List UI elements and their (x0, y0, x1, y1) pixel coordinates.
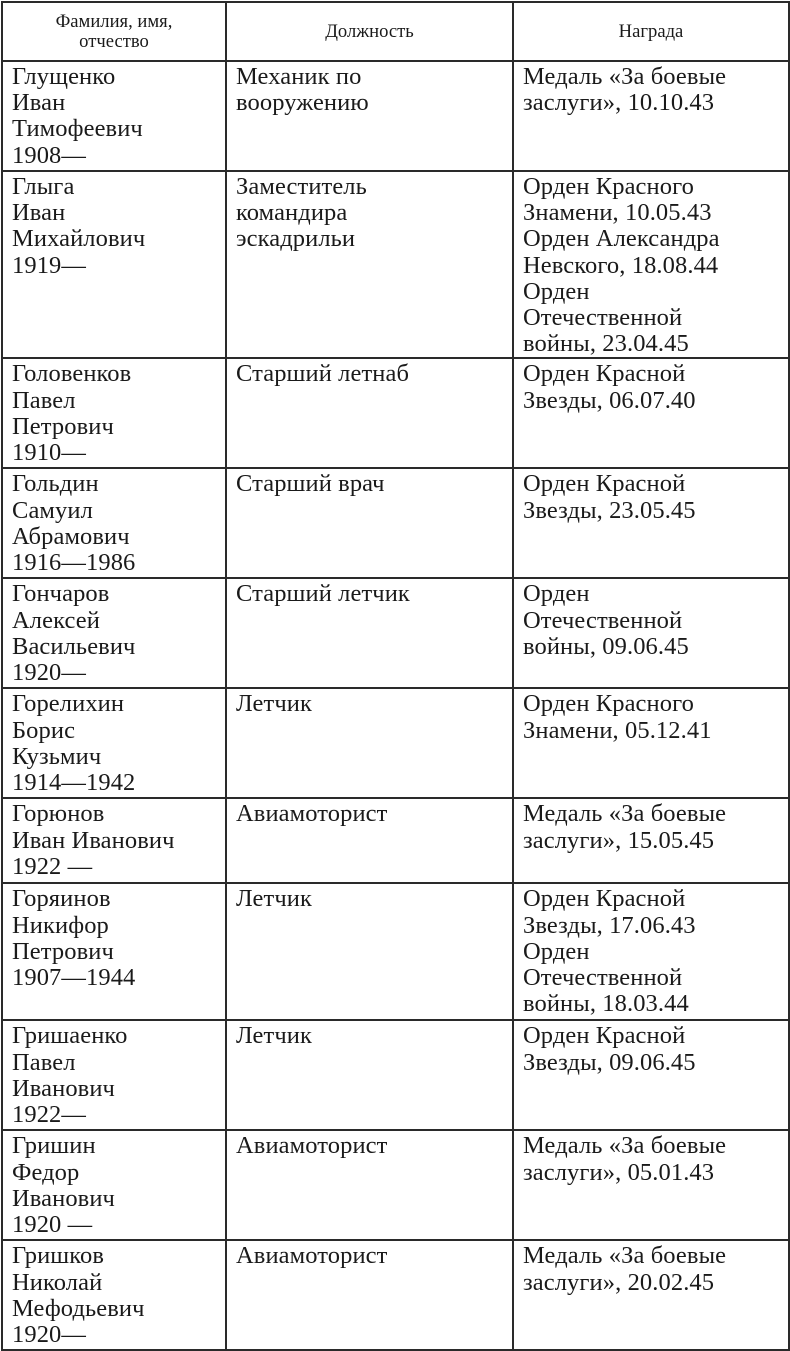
cell-award-line: Звезды, 09.06.45 (523, 1048, 696, 1076)
cell-position (226, 61, 513, 171)
cell-position (226, 798, 513, 883)
cell-award (513, 61, 789, 171)
table-row (2, 688, 789, 798)
cell-name-line: Мефодьевич (12, 1294, 145, 1322)
cell-name-line: Горяинов (12, 885, 111, 913)
cell-position-line: Старший летнаб (236, 360, 410, 388)
table-header (2, 2, 789, 61)
cell-name-line: 1916—1986 (12, 549, 136, 577)
cell-position-line: командира (236, 199, 348, 227)
cell-award-line: заслуги», 15.05.45 (523, 826, 715, 854)
cell-award (513, 358, 789, 468)
cell-position (226, 1020, 513, 1130)
cell-position-line: вооружению (236, 89, 369, 117)
cell-award-line: Звезды, 23.05.45 (523, 496, 696, 524)
cell-position-line: Старший врач (236, 470, 385, 498)
table-row (2, 61, 789, 171)
cell-name-line: Никифор (12, 911, 109, 939)
header-position: Должность (229, 2, 510, 61)
cell-name (2, 1240, 226, 1350)
cell-position-line: Механик по (236, 63, 362, 90)
awards-table (1, 1, 790, 1351)
cell-position (226, 468, 513, 578)
cell-position-line: Авиамоторист (236, 800, 388, 828)
cell-award-line: войны, 23.04.45 (523, 330, 689, 358)
cell-name-line: Павел (12, 1048, 76, 1076)
cell-award (513, 1130, 789, 1240)
cell-name-line: Федор (12, 1158, 80, 1186)
cell-name-line: Глыга (12, 173, 75, 200)
header-name-line: отчество (79, 30, 149, 52)
cell-name-line: Павел (12, 386, 76, 414)
cell-award-line: Отечественной (523, 964, 683, 992)
cell-position (226, 883, 513, 1020)
cell-award-line: Медаль «За боевые (523, 1242, 727, 1270)
table-row (2, 1020, 789, 1130)
cell-name-line: Самуил (12, 496, 93, 524)
cell-name-line: Борис (12, 716, 76, 744)
cell-position-line: Старший летчик (236, 580, 410, 608)
cell-position-line: Летчик (236, 885, 312, 913)
cell-name-line: Гончаров (12, 580, 110, 608)
table-row (2, 1240, 789, 1350)
cell-position-line: эскадрильи (236, 225, 356, 253)
cell-name-line: 1922— (12, 1101, 86, 1129)
cell-name-line: Горюнов (12, 800, 105, 828)
cell-award-line: войны, 09.06.45 (523, 632, 689, 660)
cell-name-line: 1919— (12, 251, 86, 279)
cell-award-line: Орден Красной (523, 1022, 686, 1050)
cell-name (2, 1020, 226, 1130)
cell-name-line: Глущенко (12, 63, 116, 90)
cell-award-line: Орден Красного (523, 173, 694, 200)
cell-award-line: Знамени, 10.05.43 (523, 199, 712, 227)
cell-position (226, 578, 513, 688)
cell-award (513, 688, 789, 798)
cell-name (2, 1130, 226, 1240)
cell-name (2, 578, 226, 688)
cell-award (513, 171, 789, 358)
cell-award-line: Орден (523, 937, 590, 965)
table-row (2, 578, 789, 688)
cell-award (513, 883, 789, 1020)
cell-award (513, 578, 789, 688)
table-row (2, 468, 789, 578)
table-body (2, 61, 789, 1350)
cell-award-line: Медаль «За боевые (523, 1132, 727, 1160)
cell-position-line: Авиамоторист (236, 1242, 388, 1270)
cell-award-line: Медаль «За боевые (523, 800, 727, 828)
cell-position-line: Летчик (236, 1022, 312, 1050)
table-row (2, 883, 789, 1020)
table-row (2, 798, 789, 883)
cell-position-line: Авиамоторист (236, 1132, 388, 1160)
cell-award-line: войны, 18.03.44 (523, 990, 689, 1018)
cell-position (226, 1130, 513, 1240)
cell-name-line: Петрович (12, 412, 114, 440)
cell-name-line: Горелихин (12, 690, 125, 718)
cell-award-line: Отечественной (523, 606, 683, 634)
cell-name-line: Гришков (12, 1242, 105, 1270)
cell-award-line: заслуги», 20.02.45 (523, 1268, 715, 1296)
cell-award-line: Орден (523, 580, 590, 608)
cell-name-line: Николай (12, 1268, 103, 1296)
cell-name-line: Алексей (12, 606, 100, 634)
header-award: Награда (516, 2, 786, 61)
cell-name (2, 798, 226, 883)
cell-award (513, 1020, 789, 1130)
cell-position (226, 1240, 513, 1350)
table-row (2, 171, 789, 358)
cell-name-line: Абрамович (12, 522, 130, 550)
cell-name (2, 883, 226, 1020)
cell-name-line: Гольдин (12, 470, 99, 498)
cell-award-line: Знамени, 05.12.41 (523, 716, 712, 744)
cell-award-line: Орден Красной (523, 885, 686, 913)
cell-name (2, 468, 226, 578)
cell-name-line: 1920— (12, 659, 86, 687)
cell-name-line: Гришаенко (12, 1022, 128, 1050)
cell-name-line: 1920 — (12, 1211, 93, 1239)
cell-name (2, 61, 226, 171)
cell-position-line: Заместитель (236, 173, 367, 200)
cell-name-line: 1910— (12, 439, 86, 467)
cell-award (513, 798, 789, 883)
cell-award-line: заслуги», 10.10.43 (523, 89, 715, 117)
header-name (4, 2, 224, 61)
cell-award (513, 468, 789, 578)
cell-name-line: Иван (12, 199, 66, 227)
cell-name-line: Михайлович (12, 225, 146, 253)
header-row (2, 2, 789, 61)
table-row (2, 358, 789, 468)
cell-name-line: 1908— (12, 141, 86, 169)
cell-name-line: 1920— (12, 1321, 86, 1349)
cell-name (2, 171, 226, 358)
cell-award-line: заслуги», 05.01.43 (523, 1158, 715, 1186)
cell-name-line: Петрович (12, 937, 114, 965)
cell-name-line: Головенков (12, 360, 132, 388)
cell-name-line: Тимофеевич (12, 115, 143, 143)
cell-name-line: Иванович (12, 1074, 115, 1102)
cell-award-line: Медаль «За боевые (523, 63, 727, 90)
cell-name-line: Иванович (12, 1184, 115, 1212)
cell-position-line: Летчик (236, 690, 312, 718)
cell-award-line: Орден Красного (523, 690, 694, 718)
cell-award (513, 1240, 789, 1350)
cell-award-line: Орден (523, 277, 590, 305)
header-name-line: Фамилия, имя, (55, 10, 173, 32)
table-row (2, 1130, 789, 1240)
cell-name-line: Иван (12, 89, 66, 117)
cell-name-line: Кузьмич (12, 742, 102, 770)
cell-name-line: 1907—1944 (12, 964, 136, 992)
cell-name (2, 358, 226, 468)
cell-name-line: 1914—1942 (12, 769, 136, 797)
cell-position (226, 688, 513, 798)
cell-award-line: Невского, 18.08.44 (523, 251, 719, 279)
cell-name-line: Васильевич (12, 632, 136, 660)
cell-name-line: 1922 — (12, 852, 93, 880)
cell-position (226, 171, 513, 358)
cell-name (2, 688, 226, 798)
cell-award-line: Орден Красной (523, 470, 686, 498)
cell-award-line: Орден Красной (523, 360, 686, 388)
cell-award-line: Звезды, 06.07.40 (523, 386, 696, 414)
cell-name-line: Иван Иванович (12, 826, 175, 854)
cell-award-line: Звезды, 17.06.43 (523, 911, 696, 939)
cell-position (226, 358, 513, 468)
cell-name-line: Гришин (12, 1132, 96, 1160)
cell-award-line: Орден Александра (523, 225, 720, 253)
cell-award-line: Отечественной (523, 304, 683, 332)
